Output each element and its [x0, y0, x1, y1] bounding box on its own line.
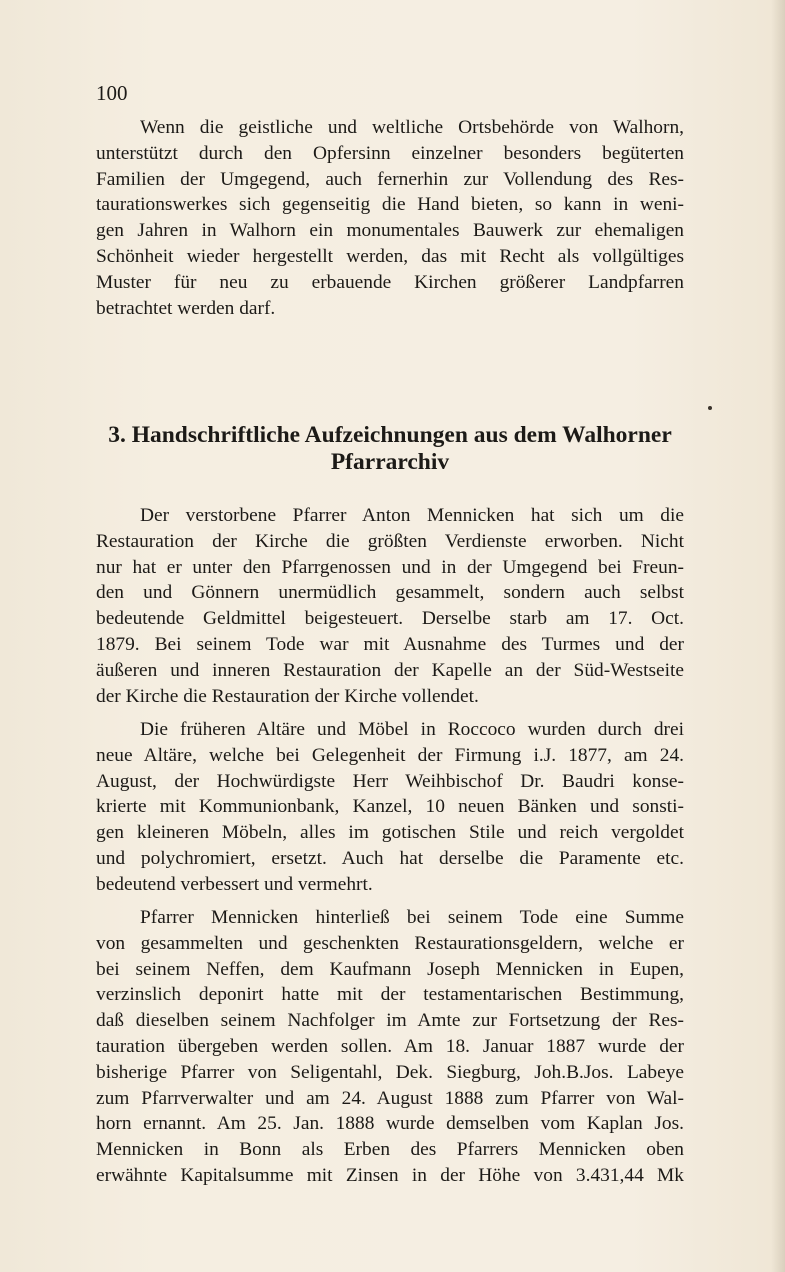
text-line: Familien der Umgegend, auch fernerhin zur Vollendung des Res- [96, 168, 684, 190]
text-line: äußeren und inneren Restauration der Kapelle an der Süd-Westseite [96, 659, 684, 681]
text-line: 1879. Bei seinem Tode war mit Ausnahme des Turmes und der [96, 633, 684, 655]
text-line: verzinslich deponirt hatte mit der testamentarischen Bestimmung, [96, 984, 684, 1006]
paragraph-2 [96, 503, 684, 709]
paragraph-1 [96, 115, 684, 321]
text-line: gen kleineren Möbeln, alles im gotischen Stile und reich vergoldet [96, 822, 684, 844]
text-line: Die früheren Altäre und Möbel in Roccoco wurden durch drei [140, 719, 684, 740]
text-line: taurationswerkes sich gegenseitig die Hand bieten, so kann in weni- [96, 194, 684, 216]
text-line: Schönheit wieder hergestellt werden, das mit Recht als vollgültiges [96, 245, 684, 267]
text-line: Der verstorbene Pfarrer Anton Mennicken hat sich um die [140, 505, 684, 526]
text-line: von gesammelten und geschenkten Restaurationsgeldern, welche er [96, 932, 684, 954]
heading-line: Pfarrarchiv [330, 449, 450, 475]
paragraph-3 [96, 717, 684, 898]
text-line: bisherige Pfarrer von Seligentahl, Dek. Siegburg, Joh.B.Jos. Labeye [96, 1061, 684, 1083]
page-number: 100 [96, 81, 128, 105]
text-line: Wenn die geistliche und weltliche Ortsbehörde von Walhorn, [140, 117, 684, 138]
text-line: daß dieselben seinem Nachfolger im Amte zur Fortsetzung der Res- [96, 1010, 684, 1032]
text-line: zum Pfarrverwalter und am 24. August 1888 zum Pfarrer von Wal- [96, 1087, 684, 1109]
text-line: erwähnte Kapitalsumme mit Zinsen in der Höhe von 3.431,44 Mk [96, 1164, 684, 1186]
text-line: und polychromiert, ersetzt. Auch hat derselbe die Paramente etc. [96, 847, 684, 869]
text-line: bedeutende Geldmittel beigesteuert. Derselbe starb am 17. Oct. [96, 608, 684, 630]
print-speck [708, 406, 712, 410]
text-line: Muster für neu zu erbauende Kirchen größerer Landpfarren [96, 271, 684, 293]
text-line: den und Gönnern unermüdlich gesammelt, sondern auch selbst [96, 582, 684, 604]
text-line: unterstützt durch den Opfersinn einzelner besonders begüterten [96, 142, 684, 164]
text-line: der Kirche die Restauration der Kirche vollendet. [96, 685, 479, 707]
text-line: Mennicken in Bonn als Erben des Pfarrers Mennicken oben [96, 1139, 684, 1161]
text-line: krierte mit Kommunionbank, Kanzel, 10 neuen Bänken und sonsti- [96, 796, 684, 818]
text-line: bei seinem Neffen, dem Kaufmann Joseph Mennicken in Eupen, [96, 958, 684, 980]
section-heading [96, 422, 684, 476]
text-line: horn ernannt. Am 25. Jan. 1888 wurde demselben vom Kaplan Jos. [96, 1113, 684, 1135]
text-line: neue Altäre, welche bei Gelegenheit der Firmung i.J. 1877, am 24. [96, 744, 684, 766]
text-line: Restauration der Kirche die größten Verdienste erworben. Nicht [96, 530, 684, 552]
heading-line: 3. Handschriftliche Aufzeichnungen aus dem Walhorner [108, 422, 672, 448]
paragraph-4 [96, 905, 684, 1189]
page-edge-shadow [771, 0, 785, 1272]
text-line: betrachtet werden darf. [96, 297, 276, 319]
text-line: August, der Hochwürdigste Herr Weihbischof Dr. Baudri konse- [96, 770, 684, 792]
text-line: tauration übergeben werden sollen. Am 18. Januar 1887 wurde der [96, 1035, 684, 1057]
text-line: bedeutend verbessert und vermehrt. [96, 873, 373, 895]
text-line: gen Jahren in Walhorn ein monumentales Bauwerk zur ehemaligen [96, 220, 684, 242]
text-line: Pfarrer Mennicken hinterließ bei seinem Tode eine Summe [140, 907, 684, 928]
text-line: nur hat er unter den Pfarrgenossen und in der Umgegend bei Freun- [96, 556, 684, 578]
